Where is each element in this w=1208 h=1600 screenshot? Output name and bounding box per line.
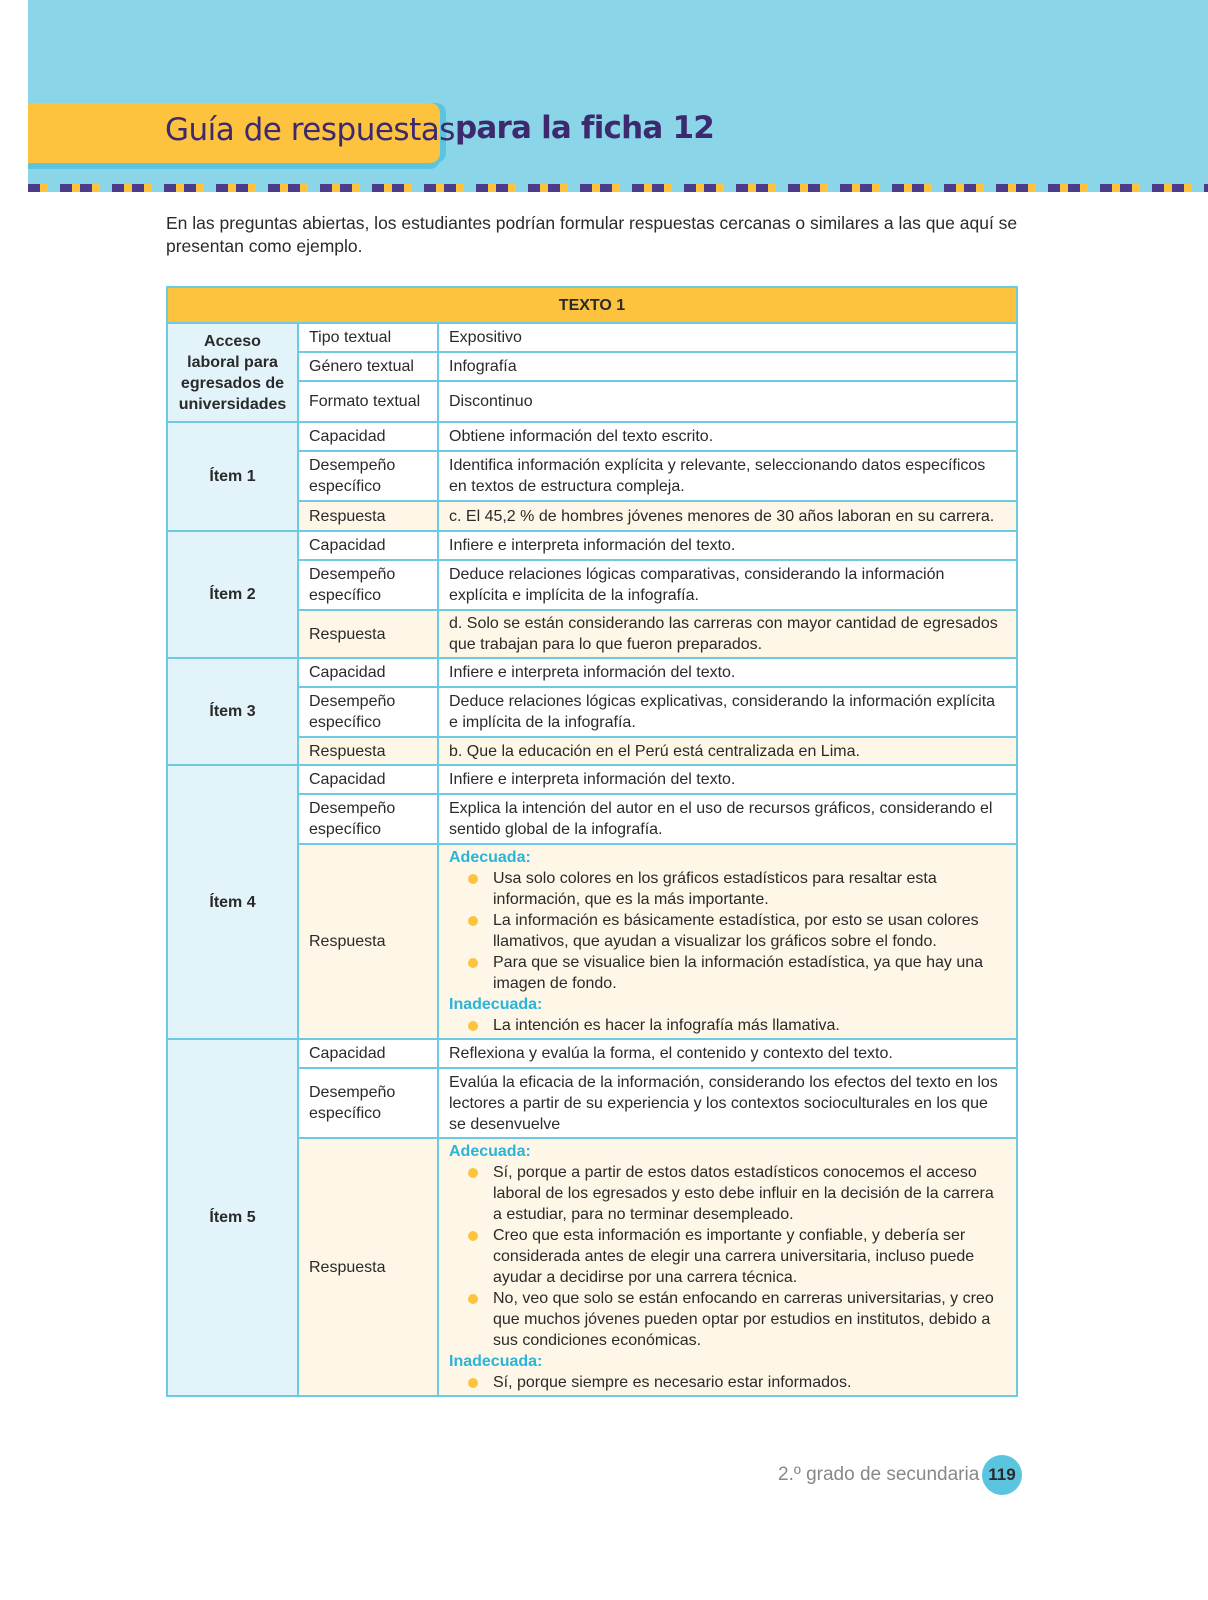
respuesta-value xyxy=(438,1138,1017,1396)
list-item: Creo que esta información es importante y confiable, y debería ser considerada antes de elegir una carrera universitaria, incluso puede ayudar a decidirse por una carrera técnica. xyxy=(449,1225,1006,1288)
desempeno-label: Desempeño específico xyxy=(298,794,438,844)
desempeno-value: Evalúa la eficacia de la información, considerando los efectos del texto en los lectores a partir de su experiencia y los contextos socioculturales en los que se desenvuelve xyxy=(438,1068,1017,1138)
list-item: Sí, porque siempre es necesario estar informados. xyxy=(449,1372,1006,1393)
desempeno-label: Desempeño específico xyxy=(298,687,438,737)
page-subtitle: para la ficha 12 xyxy=(455,110,715,146)
desempeno-label: Desempeño específico xyxy=(298,451,438,501)
decorative-divider xyxy=(28,184,1208,192)
row-value: Infografía xyxy=(438,352,1017,381)
intro-paragraph: En las preguntas abiertas, los estudiantes podrían formular respuestas cercanas o similares a las que aquí se presentan como ejemplo. xyxy=(166,213,1018,256)
list-item: Para que se visualice bien la información estadística, ya que hay una imagen de fondo. xyxy=(449,952,1006,994)
adecuada-label: Adecuada: xyxy=(449,1143,531,1160)
item-title: Ítem 4 xyxy=(167,765,298,1039)
row-label: Tipo textual xyxy=(298,323,438,352)
respuesta-label: Respuesta xyxy=(298,610,438,658)
capacidad-label: Capacidad xyxy=(298,531,438,560)
footer-grade: 2.º grado de secundaria xyxy=(778,1464,980,1485)
capacidad-label: Capacidad xyxy=(298,765,438,794)
capacidad-value: Reflexiona y evalúa la forma, el contenido y contexto del texto. xyxy=(438,1039,1017,1068)
desempeno-value: Identifica información explícita y relevante, seleccionando datos específicos en textos de estructura compleja. xyxy=(438,451,1017,501)
list-item: No, veo que solo se están enfocando en carreras universitarias, y creo que muchos jóvenes pueden optar por estudios en institutos, debido a sus condiciones económicas. xyxy=(449,1288,1006,1351)
list-item: Sí, porque a partir de estos datos estadísticos conocemos el acceso laboral de los egresados y esto debe influir en la decisión de la carrera a estudiar, para no terminar desempleado. xyxy=(449,1162,1006,1225)
desempeno-value: Explica la intención del autor en el uso de recursos gráficos, considerando el sentido global de la infografía. xyxy=(438,794,1017,844)
adecuada-list xyxy=(449,1162,1006,1351)
desempeno-value: Deduce relaciones lógicas comparativas, considerando la información explícita e implícita de la infografía. xyxy=(438,560,1017,610)
page-title: Guía de respuestas xyxy=(165,112,455,148)
adecuada-list xyxy=(449,868,1006,994)
list-item: La intención es hacer la infografía más llamativa. xyxy=(449,1015,1006,1036)
item-title: Ítem 5 xyxy=(167,1039,298,1396)
inadecuada-list xyxy=(449,1015,1006,1036)
row-value: Discontinuo xyxy=(438,381,1017,422)
inadecuada-label: Inadecuada: xyxy=(449,1353,543,1370)
row-value: Expositivo xyxy=(438,323,1017,352)
desempeno-value: Deduce relaciones lógicas explicativas, considerando la información explícita e implícita de la infografía. xyxy=(438,687,1017,737)
list-item: Usa solo colores en los gráficos estadísticos para resaltar esta información, que es la más importante. xyxy=(449,868,1006,910)
table-heading: TEXTO 1 xyxy=(167,287,1017,323)
adecuada-label: Adecuada: xyxy=(449,849,531,866)
list-item: La información es básicamente estadística, por esto se usan colores llamativos, que ayudan a visualizar los gráficos sobre el fondo. xyxy=(449,910,1006,952)
respuesta-value: b. Que la educación en el Perú está centralizada en Lima. xyxy=(438,737,1017,765)
capacidad-value: Obtiene información del texto escrito. xyxy=(438,422,1017,451)
answers-table xyxy=(166,286,1018,1397)
capacidad-label: Capacidad xyxy=(298,422,438,451)
capacidad-value: Infiere e interpreta información del texto. xyxy=(438,765,1017,794)
capacidad-value: Infiere e interpreta información del texto. xyxy=(438,658,1017,687)
row-label: Género textual xyxy=(298,352,438,381)
inadecuada-list xyxy=(449,1372,1006,1393)
desempeno-label: Desempeño específico xyxy=(298,560,438,610)
page-number-badge: 119 xyxy=(982,1455,1022,1495)
capacidad-label: Capacidad xyxy=(298,1039,438,1068)
respuesta-label: Respuesta xyxy=(298,844,438,1039)
respuesta-label: Respuesta xyxy=(298,737,438,765)
text-title-cell: Acceso laboral para egresados de universidades xyxy=(167,323,298,422)
respuesta-value: c. El 45,2 % de hombres jóvenes menores de 30 años laboran en su carrera. xyxy=(438,501,1017,531)
respuesta-value xyxy=(438,844,1017,1039)
item-title: Ítem 3 xyxy=(167,658,298,765)
respuesta-label: Respuesta xyxy=(298,1138,438,1396)
inadecuada-label: Inadecuada: xyxy=(449,996,543,1013)
item-title: Ítem 1 xyxy=(167,422,298,531)
row-label: Formato textual xyxy=(298,381,438,422)
capacidad-label: Capacidad xyxy=(298,658,438,687)
respuesta-label: Respuesta xyxy=(298,501,438,531)
item-title: Ítem 2 xyxy=(167,531,298,658)
respuesta-value: d. Solo se están considerando las carreras con mayor cantidad de egresados que trabajan para lo que fueron preparados. xyxy=(438,610,1017,658)
capacidad-value: Infiere e interpreta información del texto. xyxy=(438,531,1017,560)
desempeno-label: Desempeño específico xyxy=(298,1068,438,1138)
